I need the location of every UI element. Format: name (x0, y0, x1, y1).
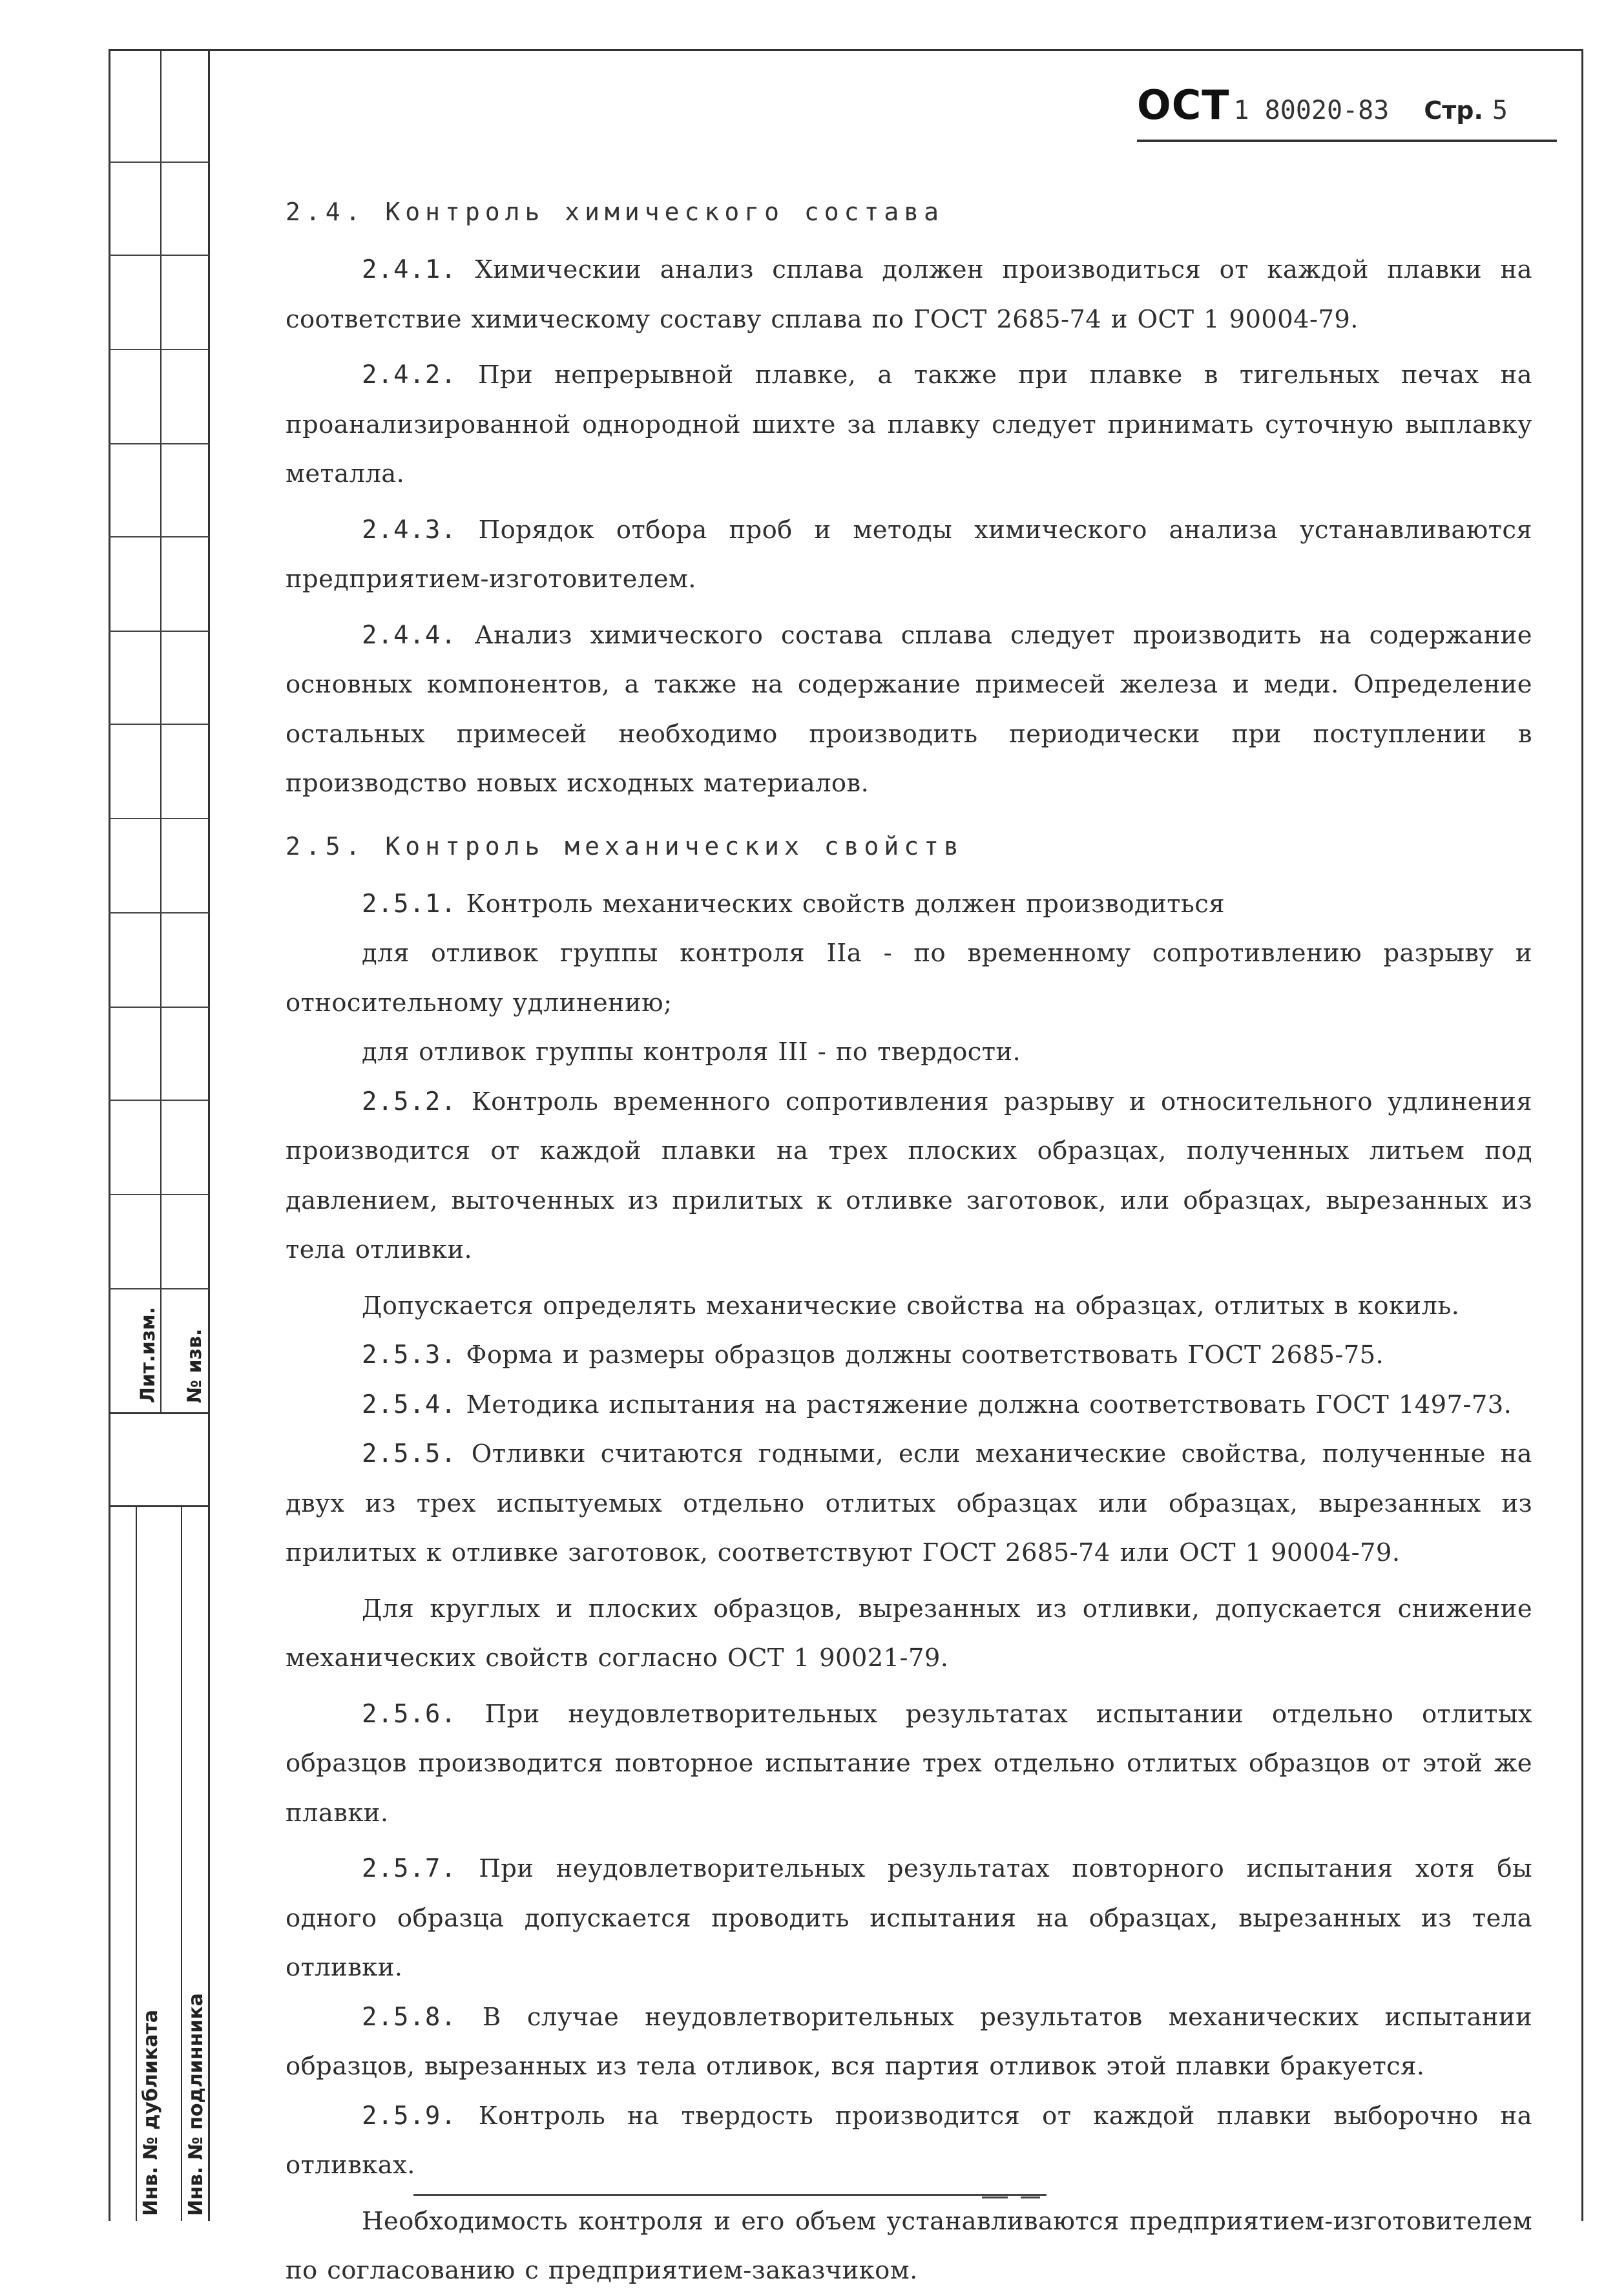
side-stamp-row-line (109, 162, 209, 163)
side-stamp-divider (208, 49, 210, 2221)
page-header (1137, 81, 1557, 142)
paragraph-text: Отливки считаются годными, если механические свойства, полученные на двух из трех испытуемых отдельно отлитых образцах или образцах, вырезанных из прилитых к отливке заготовок, соответствуют ГОСТ 2685-74 или ОСТ 1 90004-79. (286, 1439, 1532, 1567)
paragraph (286, 1690, 1532, 1839)
document-body (286, 191, 1532, 2296)
paragraph-text: Контроль временного сопротивления разрыву и относительного удлинения производится от каждой плавки на трех плоских образцах, полученных литьем под давлением, выточенных из прилитых к отливке заготовок, или образцах, вырезанных из тела отливки. (286, 1087, 1532, 1264)
side-stamp-row-line (109, 1288, 209, 1289)
paragraph (286, 1078, 1532, 1275)
clause-number: 2.5.4. (362, 1390, 457, 1419)
paragraph-text: Необходимость контроля и его объем устанавливаются предприятием-изготовителем по согласованию с предприятием-заказчиком. (286, 2206, 1532, 2285)
paragraph (286, 1844, 1532, 1993)
clause-number: 2.5.6. (362, 1699, 457, 1729)
page-number: 5 (1492, 96, 1508, 125)
paragraph-text: При неудовлетворительных результатах испытании отдельно отлитых образцов производится повторное испытание трех отдельно отлитых образцов от этой же плавки. (286, 1699, 1532, 1828)
side-stamp-row-line (109, 255, 209, 256)
side-stamp-row-line (109, 1194, 209, 1195)
paragraph-text: для отливок группы контроля III - по твердости. (362, 1038, 1021, 1067)
doc-type: ОСТ (1137, 81, 1230, 129)
paragraph (286, 2092, 1532, 2191)
paragraph-text: Контроль на твердость производится от каждой плавки выборочно на отливках. (286, 2101, 1533, 2180)
paragraph-text: Порядок отбора проб и методы химического анализа устанавливаются предприятием-изготовителем. (286, 515, 1532, 594)
paragraph (286, 611, 1532, 809)
paragraph-text: Допускается определять механические свойства на образцах, отлитых в кокиль. (362, 1291, 1460, 1320)
clause-number: 2.5.9. (362, 2101, 457, 2131)
clause-number: 2.5.5. (362, 1439, 457, 1468)
paragraph (286, 245, 1532, 344)
side-stamp-divider (136, 1505, 137, 2221)
clause-number: 2.5.8. (362, 2002, 457, 2032)
side-stamp-row-line (109, 912, 209, 913)
page-label: Стр. (1424, 96, 1483, 125)
paragraph-text: При непрерывной плавке, а также при плавке в тигельных печах на проанализированной однородной шихте за плавку следует принимать суточную выплавку металла. (286, 360, 1532, 488)
section-heading: 2.4. Контроль химического состава (286, 198, 944, 226)
stamp-label-lit-izm: Лит.изм. (137, 1306, 160, 1403)
side-stamp-row-line (109, 443, 209, 444)
frame-top-border (109, 49, 1583, 51)
paragraph-text: При неудовлетворительных результатах повторного испытания хотя бы одного образца допускается проводить испытания на образцах, вырезанных из тела отливки. (286, 1854, 1532, 1982)
clause-number: 2.4.1. (362, 255, 457, 284)
clause-number: 2.4.3. (362, 515, 457, 545)
side-stamp-row-line (109, 1412, 209, 1414)
side-stamp-row-line (109, 724, 209, 725)
paragraph (286, 1993, 1532, 2092)
side-stamp-divider (181, 1505, 182, 2221)
paragraph-text: Для круглых и плоских образцов, вырезанных из отливки, допускается снижение механических свойств согласно ОСТ 1 90021-79. (286, 1594, 1532, 1673)
paragraph (286, 1381, 1532, 1430)
paragraph (286, 880, 1532, 930)
paragraph (286, 1430, 1532, 1578)
side-stamp-row-line (109, 1505, 209, 1507)
paragraph (286, 1282, 1532, 1331)
paragraph (286, 929, 1532, 1028)
clause-number: 2.5.7. (362, 1854, 457, 1883)
section-heading: 2.5. Контроль механических свойств (286, 831, 964, 861)
clause-number: 2.4.4. (362, 620, 457, 650)
bottom-rule (413, 2194, 1047, 2196)
clause-number: 2.5.1. (362, 889, 457, 919)
side-stamp-row-line (109, 1100, 209, 1101)
paragraph-text: Методика испытания на растяжение должна соответствовать ГОСТ 1497-73. (466, 1390, 1512, 1419)
bottom-rule-dash (1021, 2197, 1040, 2198)
side-stamp-row-line (109, 349, 209, 350)
clause-number: 2.4.2. (362, 360, 457, 390)
bottom-rule-dash (982, 2197, 1008, 2198)
paragraph-text: для отливок группы контроля IIа - по временному сопротивлению разрыву и относительному удлинению; (286, 939, 1532, 1018)
stamp-label-inv-dubl: Инв. № дубликата (140, 2009, 162, 2216)
side-stamp-row-line (109, 536, 209, 537)
paragraph-text: Контроль механических свойств должен производиться (466, 889, 1225, 919)
side-stamp-row-line (109, 1007, 209, 1008)
frame-right-border (1581, 49, 1583, 2221)
paragraph (286, 1331, 1532, 1381)
clause-number: 2.5.2. (362, 1087, 457, 1116)
paragraph-text: Анализ химического состава сплава следует производить на содержание основных компонентов, а также на содержание примесей железа и меди. Определение остальных примесей необходимо производить периодически при поступлении в производство новых исходных материалов. (286, 620, 1532, 798)
stamp-label-no-izv: № изв. (183, 1328, 206, 1403)
frame-left-border (109, 49, 110, 2221)
paragraph (286, 2197, 1532, 2296)
paragraph (286, 506, 1532, 605)
stamp-label-inv-podl: Инв. № подлинника (185, 1993, 207, 2216)
paragraph (286, 1585, 1532, 1684)
side-stamp-row-line (109, 818, 209, 819)
clause-number: 2.5.3. (362, 1341, 457, 1370)
paragraph (286, 351, 1532, 499)
side-stamp-divider (160, 49, 162, 1412)
side-stamp-row-line (109, 631, 209, 632)
doc-number: 1 80020-83 (1233, 96, 1390, 125)
paragraph-text: В случае неудовлетворительных результатов механических испытании образцов, вырезанных из тела отливок, вся партия отливок этой плавки бракуется. (286, 2002, 1533, 2081)
paragraph-text: Химическии анализ сплава должен производиться от каждой плавки на соответствие химическому составу сплава по ГОСТ 2685-74 и ОСТ 1 90004-79. (286, 255, 1532, 334)
paragraph (286, 1028, 1532, 1078)
paragraph-text: Форма и размеры образцов должны соответствовать ГОСТ 2685-75. (466, 1341, 1384, 1370)
